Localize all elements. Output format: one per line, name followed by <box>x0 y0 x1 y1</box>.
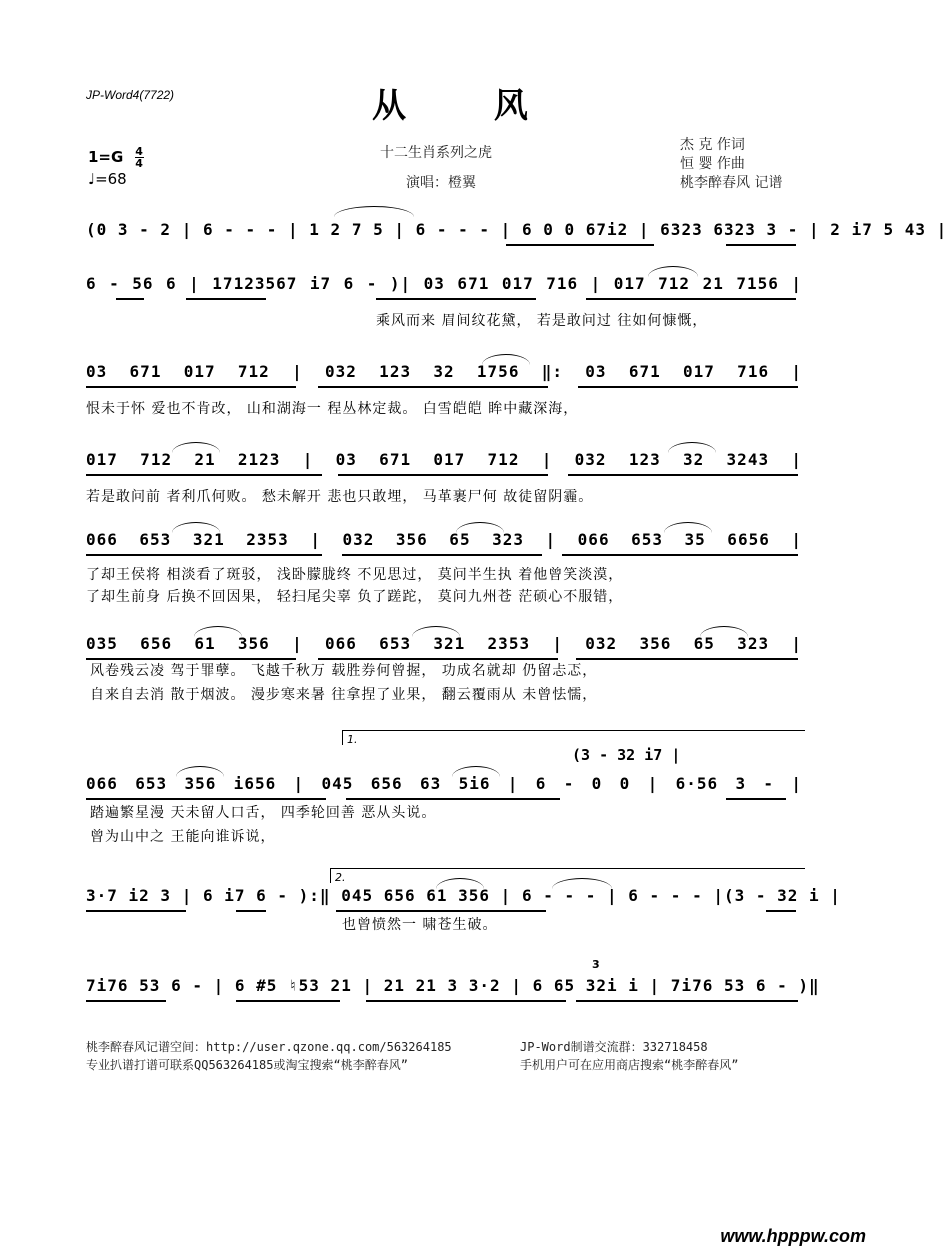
lyric-line: 也曾愤然一 啸苍生破。 <box>342 917 498 933</box>
notation-line: (0 3 - 2 | 6 - - - | 1 2 7 5 | 6 - - - | 6 0 0 67i2 | 6323 6323 3 - | 2 i7 5 43 | <box>86 220 947 239</box>
score-system-6 <box>86 634 802 703</box>
lyric-line: 曾为山中之 王能向谁诉说， <box>90 829 276 845</box>
notation-line: 066 653 356 i656 | 045 656 63 5i6 | 6 - 0 0 | 6·56 3 - | <box>86 774 802 793</box>
notation-line: 7i76 53 6 - | 6 #5 ♮53 21 | 21 21 3 3·2 | 6 65 32i i | 7i76 53 6 - )‖ <box>86 976 820 995</box>
song-title: 从 风 <box>372 86 566 126</box>
credit-transcriber: 桃李醉春风 记谱 <box>680 175 783 191</box>
score-system-3 <box>86 362 802 417</box>
time-bottom: 4 <box>135 157 143 170</box>
credit-lyricist: 杰 克 作词 <box>680 137 745 153</box>
volta-label: 2. <box>335 871 346 884</box>
notation-line: 3·7 i2 3 | 6 i7 6 - ):‖ 045 656 61 356 | 6 - - - | 6 - - - |(3 - 32 i | <box>86 886 841 905</box>
score-system-1 <box>86 220 947 246</box>
time-top: 4 <box>135 145 143 158</box>
ossia-line: (3 - 32 i7 | <box>572 746 681 764</box>
notation-line: 066 653 321 2353 | 032 356 65 323 | 066 653 35 6656 | <box>86 530 802 549</box>
notation-line: 03 671 017 712 | 032 123 32 1756 ‖: 03 671 017 716 | <box>86 362 802 381</box>
lyric-line: 若是敢问前 者利爪何败。 愁未解开 悲也只敢埋， 马革裹尸何 故徒留阴霾。 <box>86 489 594 505</box>
triplet-mark: 3 <box>592 958 600 971</box>
time-signature <box>135 146 144 169</box>
tempo-mark: ♩=68 <box>88 170 127 188</box>
score-system-5 <box>86 530 802 605</box>
lyric-line: 了却王侯将 相淡看了斑驳， 浅卧朦胧终 不见思过， 莫问半生执 着他曾笑淡漠， <box>86 567 624 583</box>
lyric-line: 自来自去消 散于烟波。 漫步寒来暑 往拿捏了业果， 翻云覆雨从 未曾怯懦， <box>90 687 598 703</box>
footer-contact: 专业扒谱打谱可联系QQ563264185或淘宝搜索“桃李醉春风” <box>86 1058 408 1072</box>
credit-composer: 恒 婴 作曲 <box>680 156 745 172</box>
lyric-line: 乘风而来 眉间纹花黛， 若是敢问过 往如何慷慨， <box>376 313 708 329</box>
lyric-line: 了却生前身 后换不回因果， 轻扫尾尖辜 负了蹉跎， 莫问九州苍 茫硕心不服错， <box>86 589 624 605</box>
volta-label: 1. <box>347 733 358 746</box>
subtitle: 十二生肖系列之虎 <box>380 145 492 161</box>
watermark: www.hpppw.com <box>720 1226 866 1246</box>
volta-bracket-1 <box>342 730 805 745</box>
score-system-4 <box>86 450 802 505</box>
key-label: 1=G <box>88 148 124 166</box>
lyric-line: 风卷残云凌 驾于罪孽。 飞越千秋万 载胜券何曾握， 功成名就却 仍留忐忑， <box>90 663 598 679</box>
score-system-7 <box>86 774 802 845</box>
lyric-line: 踏遍繁星漫 天未留人口舌， 四季轮回善 恶从头说。 <box>90 805 437 821</box>
version-label: JP-Word4(7722) <box>86 88 175 102</box>
score-system-2 <box>86 274 802 329</box>
notation-line: 035 656 61 356 | 066 653 321 2353 | 032 356 65 323 | <box>86 634 802 653</box>
key-signature <box>88 146 144 169</box>
notation-line: 6 - 56 6 | 17123567 i7 6 - )| 03 671 017 716 | 017 712 21 7156 | <box>86 274 802 293</box>
score-system-9 <box>86 976 820 1002</box>
footer-app: 手机用户可在应用商店搜索“桃李醉春风” <box>520 1058 739 1072</box>
singer: 演唱：橙翼 <box>406 175 476 191</box>
notation-line: 017 712 21 2123 | 03 671 017 712 | 032 123 32 3243 | <box>86 450 802 469</box>
lyric-line: 恨未于怀 爱也不肯改， 山和湖海一 程丛林定裁。 白雪皑皑 眸中藏深海， <box>86 401 579 417</box>
footer-space-link: 桃李醉春风记谱空间：http://user.qzone.qq.com/563264185 <box>86 1040 452 1054</box>
footer-group: JP-Word制谱交流群：332718458 <box>520 1040 708 1054</box>
score-system-8 <box>86 886 841 933</box>
